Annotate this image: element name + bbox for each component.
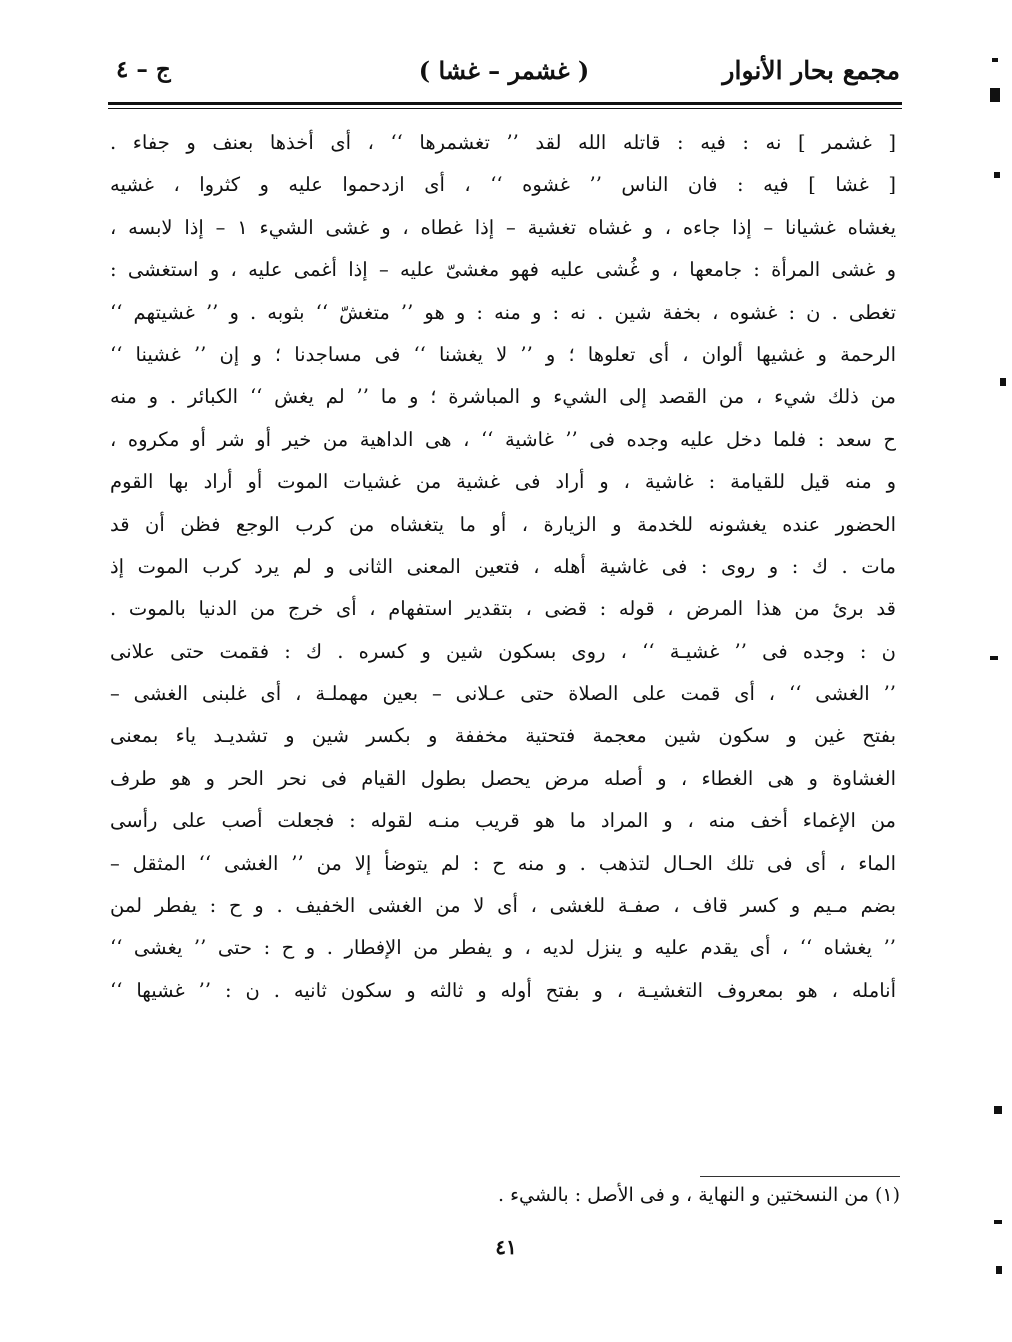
volume-label: ج – ٤ [116,56,171,83]
text-line: قد برئ من هذا المرض ، قوله : قضى ، بتقدير استفهام ، أى خرج من الدنيا بالموت . [110,597,896,621]
text-line: أنامله ، هو بمعروف التغشيـة ، و بفتح أوله و ثالثه و سكون ثانيه . ن : ’’ غشيها ‘‘ [110,978,896,1002]
header-rule-thick [108,102,902,105]
text-line: [ غشمر ] نه : فيه : قاتله الله لقد ’’ تغشمرها ‘‘ ، أى أخذها بعنف و جفاء . [110,131,896,154]
book-title: مجمع بحار الأنوار [722,56,900,85]
text-line: ح سعد : فلما دخل عليه وجده فى ’’ غاشية ‘‘ ، هى الداهية من خير أو شر أو مكروه ، [110,427,896,451]
header-rule-thin [108,108,902,109]
scan-speck [992,58,998,62]
footnote-rule [700,1176,900,1177]
text-line: بضم مـيم و كسر قاف ، صفـة للغشى ، أى لا من الغشى الخفيف . و ح : يفطر لمن [110,894,896,918]
page-header [108,50,900,102]
text-line: بفتح غين و سكون شين معجمة فتحتية مخففة و بكسر شين و تشديـد ياء بمعنى [110,724,896,748]
page-number: ٤١ [495,1235,517,1259]
scan-speck [994,1220,1002,1224]
scan-speck [990,656,998,660]
scan-speck [1000,378,1006,386]
text-line: الرحمة و غشيها ألوان ، أى تعلوها ؛ و ’’ لا يغشنا ‘‘ فى مساجدنا ؛ و إن ’’ غشينا ‘‘ [110,342,896,366]
scan-speck [994,172,1000,178]
text-line: [ غشا ] فيه : فان الناس ’’ غشوه ‘‘ ، أى ازدحموا عليه و كثروا ، غشيه [110,173,896,197]
main-text [110,122,896,1012]
text-line: و غشى المرأة : جامعها ، و غُشى عليه فهو مغشىّ عليه – إذا أغمى عليه ، و استغشى : [110,258,896,282]
entry-range: ( غشمر – غشا ) [418,56,590,85]
scan-speck [990,88,1000,102]
text-line: يغشاه غشيانا – إذا جاءه ، و غشاه تغشية – إذا غطاه ، و غشى الشيء ١ – إذا لابسه ، [110,215,896,239]
text-line: الحضور عنده يغشونه للخدمة و الزيارة ، أو ما يتغشاه من كرب الوجع فظن أن قد [110,512,896,536]
text-line: تغطى . ن : غشوه ، بخفة شين . نه : و منه : و هو ’’ متغشّ ‘‘ بثوبه . و ’’ غشيتهم ‘‘ [110,300,896,324]
text-line: الغشاوة و هى الغطاء ، و أصله مرض يحصل بطول القيام فى نحر الحر و هو طرف [110,766,896,790]
text-line: من ذلك شيء ، من القصد إلى الشيء و المباشرة ؛ و ما ’’ لم يغش ‘‘ الكبائر . و منه [110,385,896,409]
text-line: ن : وجده فى ’’ غشيـة ‘‘ ، روى بسكون شين و كسره . ك : فقمت حتى علانى [110,639,896,663]
scan-speck [994,1106,1002,1114]
footnote: (١) من النسختين و النهاية ، و فى الأصل : بالشيء . [498,1184,900,1206]
text-line: و منه قيل للقيامة : غاشية ، و أراد فى غشية من غشيات الموت أو أراد بها القوم [110,470,896,494]
text-line: الماء ، أى فى تلك الحـال لتذهب . و منه ح : لم يتوضأ إلا من ’’ الغشى ‘‘ المثقل – [110,851,896,875]
scan-speck [996,1266,1002,1274]
text-line: ’’ يغشاه ‘‘ ، أى يقدم عليه و ينزل لديه ، و يفطر من الإفطار . و ح : حتى ’’ يغشى ‘‘ [110,936,896,960]
text-line: مات . ك : و روى : فى غاشية أهله ، فتعين المعنى الثانى و لم يرد كرب الموت إذ [110,554,896,578]
text-line: ’’ الغشى ‘‘ ، أى قمت على الصلاة حتى عـلانى – بعين مهملـة ، أى غلبنى الغشى – [110,682,896,706]
text-line: من الإغماء أخف منه ، و المراد ما هو قريب منـه لقوله : فجعلت أصب على رأسى [110,809,896,833]
